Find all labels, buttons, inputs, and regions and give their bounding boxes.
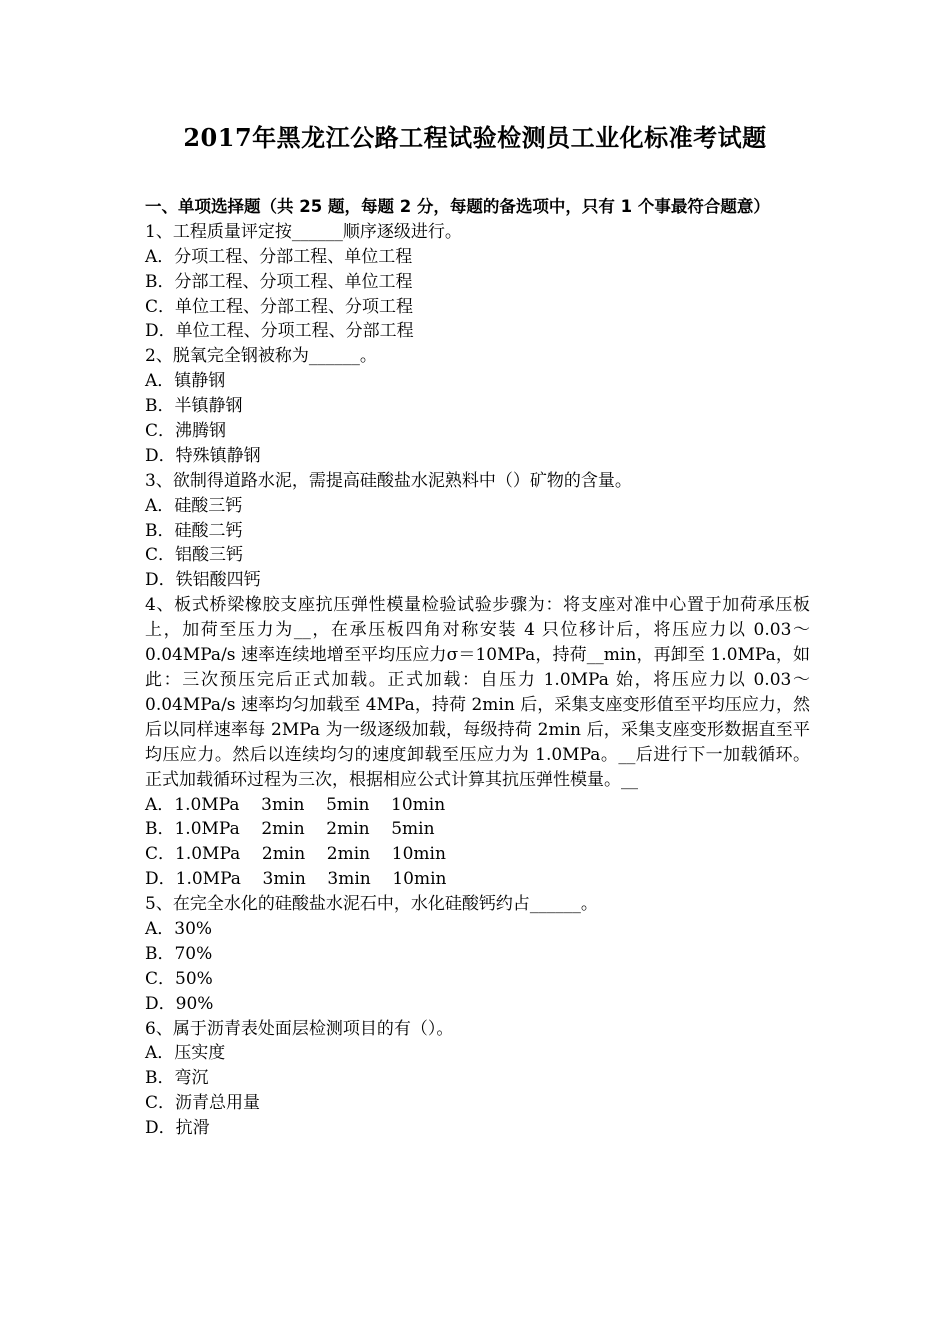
- answer-option: B．1.0MPa 2min 2min 5min: [145, 819, 435, 840]
- answer-option: D．1.0MPa 3min 3min 10min: [145, 869, 447, 890]
- answer-option: C．50%: [145, 968, 213, 989]
- answer-option: B．弯沉: [145, 1068, 209, 1089]
- answer-option: A．镇静钢: [145, 371, 226, 392]
- question-1: [145, 220, 810, 344]
- answer-option: C．1.0MPa 2min 2min 10min: [145, 844, 446, 865]
- question-stem: 1、工程质量评定按______顺序逐级进行。: [145, 221, 462, 242]
- answer-option: A．1.0MPa 3min 5min 10min: [145, 794, 446, 815]
- answer-option: D．特殊镇静钢: [145, 445, 261, 466]
- question-stem: 5、在完全水化的硅酸盐水泥石中，水化硅酸钙约占______。: [145, 894, 598, 915]
- question-5: [145, 892, 810, 1016]
- answer-option: B．半镇静钢: [145, 396, 243, 417]
- answer-option: C．沸腾钢: [145, 421, 227, 442]
- answer-option: A．30%: [145, 918, 213, 939]
- answer-option: B．分部工程、分项工程、单位工程: [145, 271, 413, 292]
- section-heading: 一、单项选择题（共 25 题，每题 2 分，每题的备选项中，只有 1 个事最符合题意）: [145, 197, 770, 216]
- question-2: [145, 344, 810, 468]
- answer-option: D．单位工程、分项工程、分部工程: [145, 321, 414, 342]
- question-stem: 3、欲制得道路水泥，需提高硅酸盐水泥熟料中（）矿物的含量。: [145, 470, 632, 491]
- question-stem: 2、脱氧完全钢被称为______。: [145, 346, 377, 367]
- answer-option: A．分项工程、分部工程、单位工程: [145, 246, 413, 267]
- answer-option: D．90%: [145, 993, 214, 1014]
- question-4: [145, 593, 810, 892]
- answer-option: A．硅酸三钙: [145, 495, 243, 516]
- answer-option: A．压实度: [145, 1043, 226, 1064]
- question-stem: 4、板式桥梁橡胶支座抗压弹性模量检验试验步骤为：将支座对准中心置于加荷承压板上，加荷至压力为__，在承压板四角对称安装 4 只位移计后，将压应力以 0.03～ 0.04MPa/s 速率连续地增至平均压应力σ＝10MPa，持荷__min，再卸至 1.0MPa，如此：三次预压完后正式加载。正式加载：自压力 1.0MPa 始，将压应力以 0.03～0.04MPa/s 速率均匀加载至 4MPa，持荷 2min 后，采集支座变形值至平均压应力，然后以同样速率每 2MPa 为一级逐级加载，每级持荷 2min 后，采集支座变形数据直至平均压应力。然后以连续均匀的速度卸载至压应力为 1.0MPa。__后进行下一加载循环。正式加载循环过程为三次，根据相应公式计算其抗压弹性模量。__: [145, 595, 810, 790]
- answer-option: C．沥青总用量: [145, 1093, 261, 1114]
- answer-option: D．抗滑: [145, 1118, 210, 1139]
- answer-option: C．铝酸三钙: [145, 545, 244, 566]
- document-title: 2017年黑龙江公路工程试验检测员工业化标准考试题: [183, 123, 767, 152]
- answer-option: B．硅酸二钙: [145, 520, 243, 541]
- question-stem: 6、属于沥青表处面层检测项目的有（）。: [145, 1018, 454, 1039]
- answer-option: B．70%: [145, 943, 213, 964]
- answer-option: D．铁铝酸四钙: [145, 570, 261, 591]
- document-body: [145, 195, 810, 1141]
- question-3: [145, 469, 810, 593]
- question-6: [145, 1017, 810, 1141]
- answer-option: C．单位工程、分部工程、分项工程: [145, 296, 414, 317]
